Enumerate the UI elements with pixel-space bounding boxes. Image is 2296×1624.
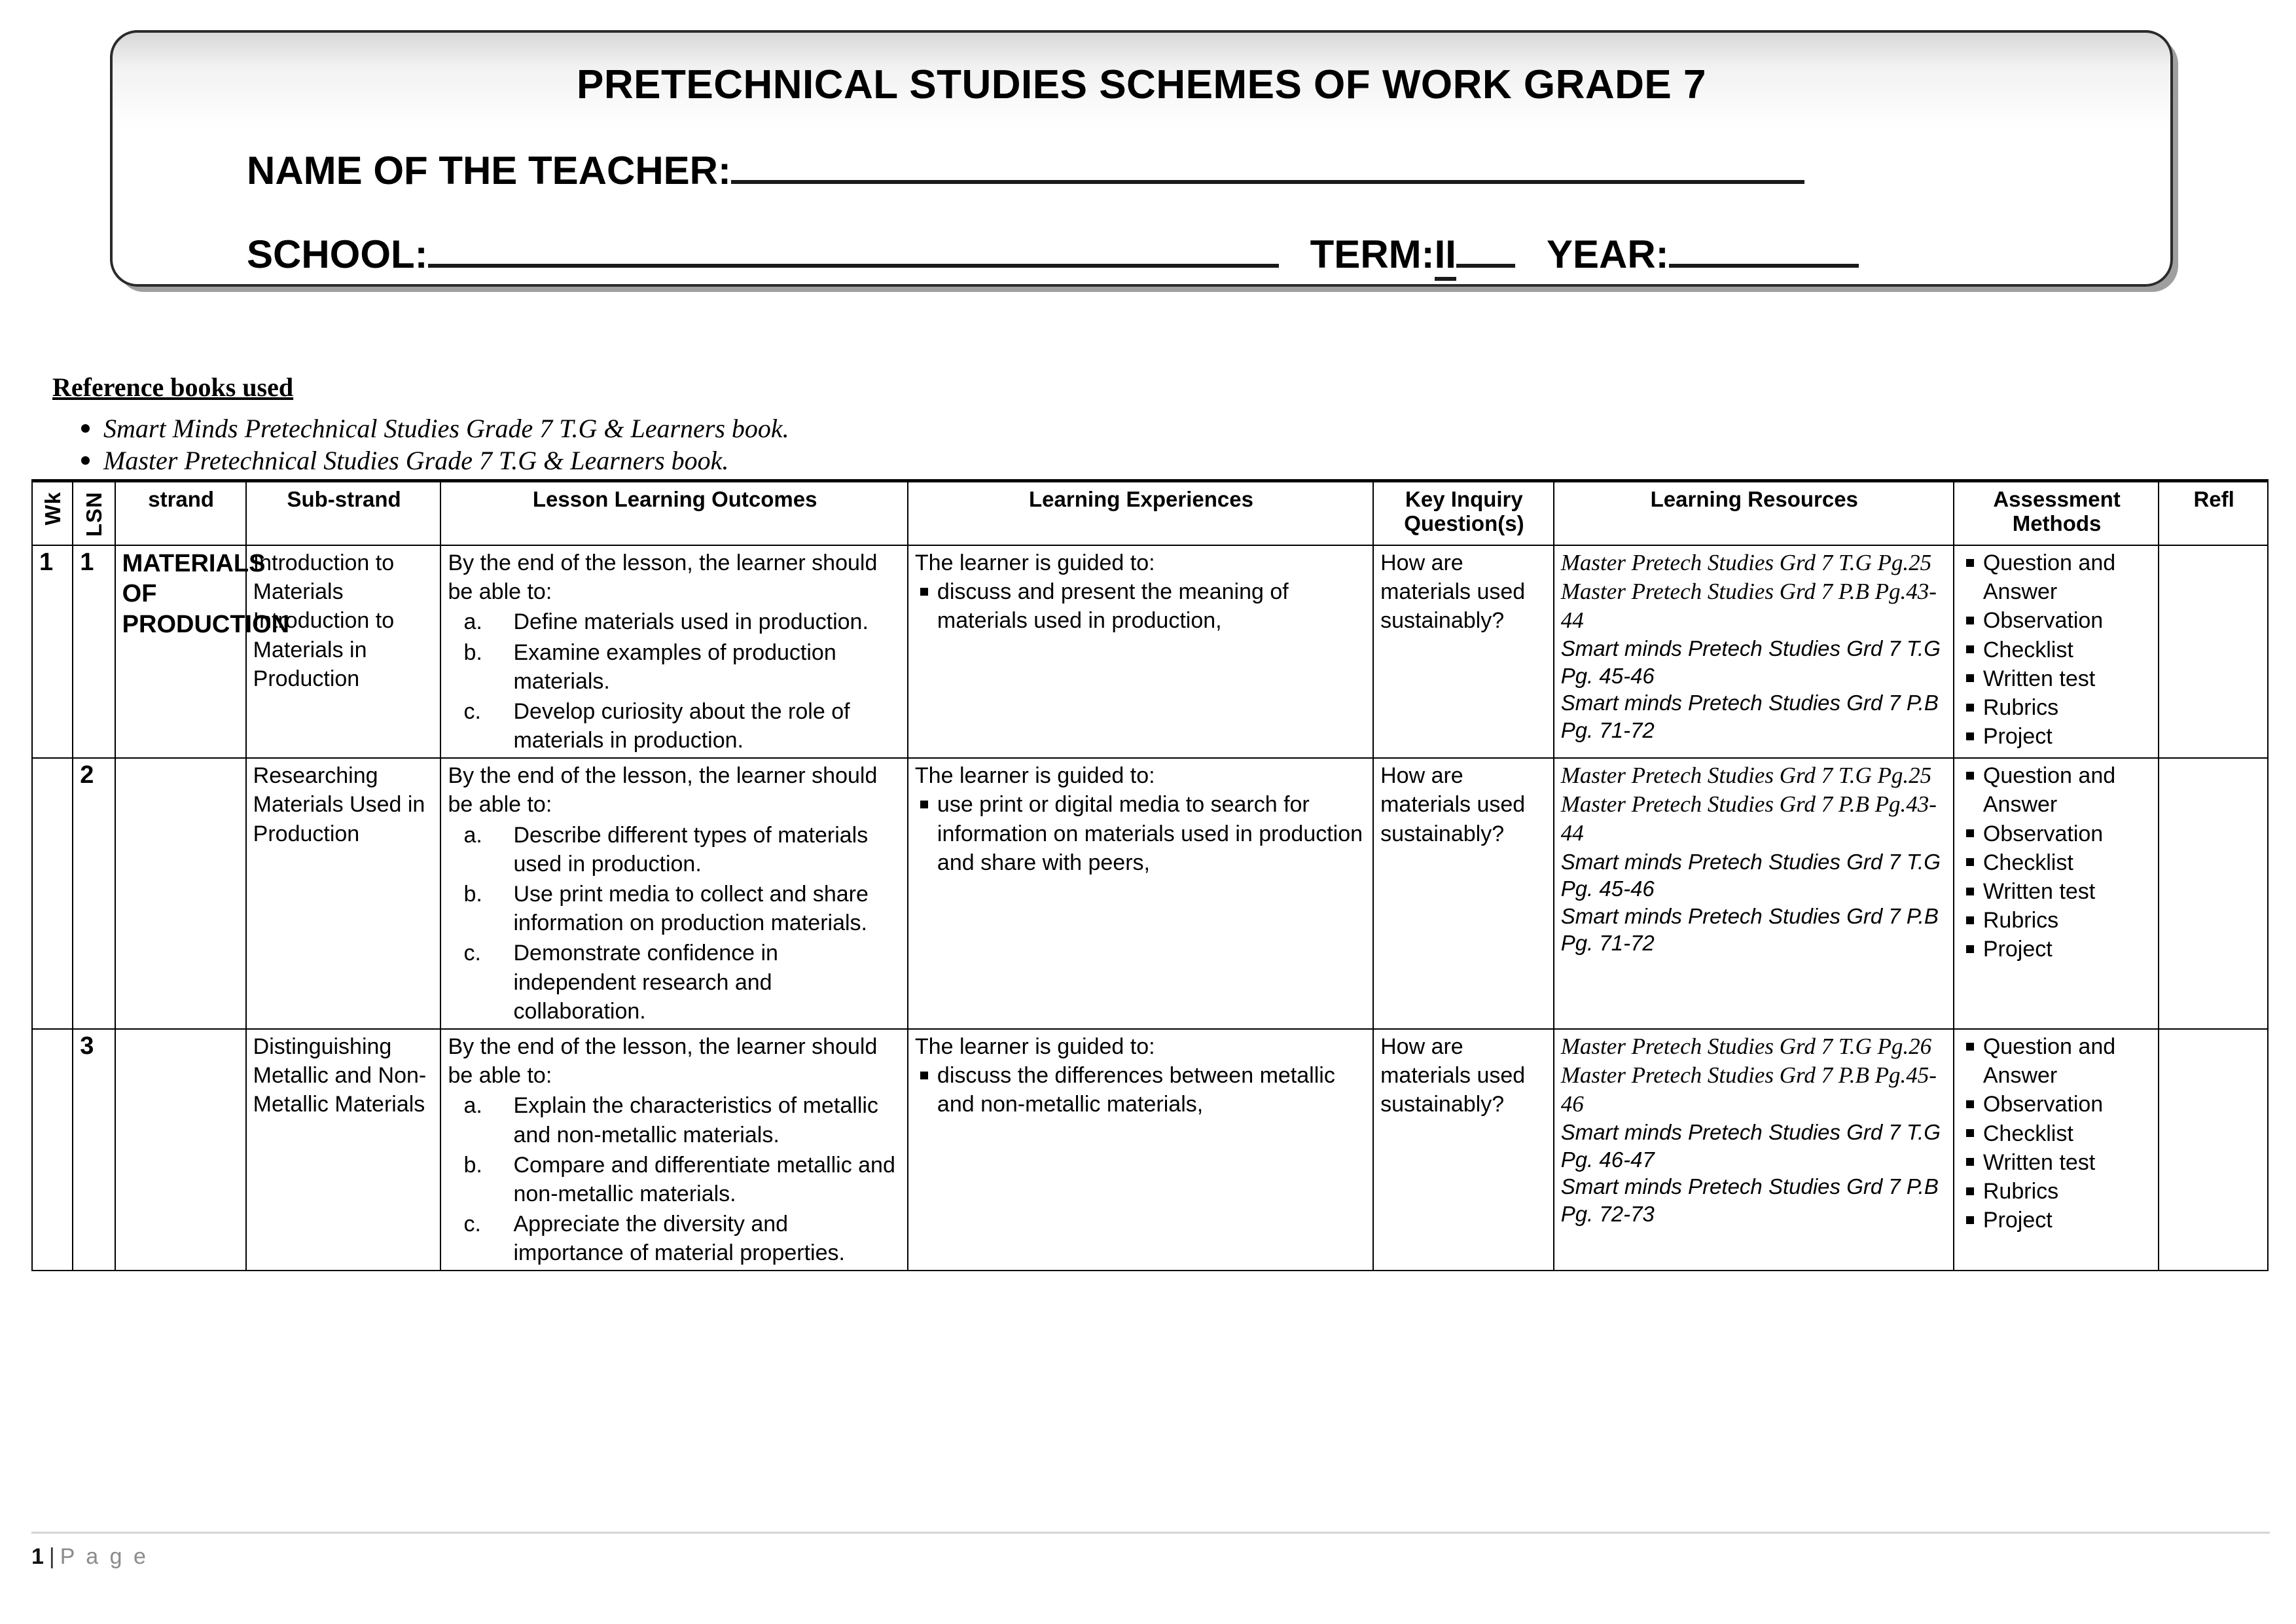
page-title: PRETECHNICAL STUDIES SCHEMES OF WORK GRADE 7 bbox=[576, 62, 1706, 107]
term-value[interactable]: II bbox=[1435, 232, 1456, 281]
square-bullet-icon bbox=[1966, 945, 1974, 953]
list-item: use print or digital media to search for information on materials used in production and share with peers, bbox=[915, 790, 1367, 877]
list-item: Question and Answer bbox=[1961, 1032, 2153, 1090]
bullet-icon bbox=[81, 456, 90, 465]
list-item: Observation bbox=[1961, 820, 2153, 848]
cell-learning-resources bbox=[1554, 758, 1954, 1029]
resource-line: Smart minds Pretech Studies Grd 7 P.B Pg. 72-73 bbox=[1560, 1174, 1939, 1226]
list-item bbox=[52, 445, 1623, 477]
list-item: Rubrics bbox=[1961, 906, 2153, 935]
school-blank[interactable] bbox=[428, 264, 1279, 268]
cell-lesson-learning-outcomes bbox=[440, 545, 907, 758]
square-bullet-icon bbox=[1966, 1158, 1974, 1166]
outcome-label: b. bbox=[463, 1152, 482, 1178]
cell-strand bbox=[115, 1029, 246, 1271]
resource-line: Master Pretech Studies Grd 7 P.B Pg.43-44 bbox=[1560, 579, 1937, 634]
cell-lsn: 2 bbox=[73, 758, 115, 1029]
bullet-icon bbox=[81, 424, 90, 433]
list-item: a. Describe different types of materials used in production. bbox=[448, 821, 901, 878]
square-bullet-icon bbox=[920, 801, 928, 808]
list-item: b. Examine examples of production materials. bbox=[448, 638, 901, 696]
teacher-name-blank[interactable] bbox=[731, 180, 1804, 184]
footer-page-number: 1 bbox=[31, 1544, 44, 1569]
square-bullet-icon bbox=[1966, 829, 1974, 837]
reference-book-text: Smart Minds Pretechnical Studies Grade 7 T.G & Learners book. bbox=[103, 414, 789, 443]
column-header-lesson-learning-outcomes: Lesson Learning Outcomes bbox=[440, 481, 907, 545]
cell-key-inquiry-question: How are materials used sustainably? bbox=[1373, 545, 1554, 758]
table-row bbox=[32, 1029, 2268, 1271]
square-bullet-icon bbox=[920, 588, 928, 596]
cell-assessment-methods bbox=[1954, 758, 2159, 1029]
cell-lesson-learning-outcomes bbox=[440, 758, 907, 1029]
square-bullet-icon bbox=[1966, 1216, 1974, 1224]
teacher-name-label: NAME OF THE TEACHER: bbox=[247, 149, 731, 192]
list-item: a. Define materials used in production. bbox=[448, 607, 901, 636]
square-bullet-icon bbox=[1966, 617, 1974, 624]
resource-line: Master Pretech Studies Grd 7 T.G Pg.25 bbox=[1560, 549, 1932, 575]
list-item: Checklist bbox=[1961, 1119, 2153, 1148]
table-row bbox=[32, 545, 2268, 758]
list-item: Project bbox=[1961, 1206, 2153, 1235]
resource-line: Master Pretech Studies Grd 7 T.G Pg.26 bbox=[1560, 1033, 1932, 1059]
resource-line: Smart minds Pretech Studies Grd 7 T.G Pg. 46-47 bbox=[1560, 1120, 1941, 1172]
cell-learning-experiences bbox=[908, 1029, 1373, 1271]
outcomes-list bbox=[448, 1091, 901, 1267]
table-row bbox=[32, 758, 2268, 1029]
year-label: YEAR: bbox=[1546, 232, 1669, 276]
table-body bbox=[32, 545, 2268, 1271]
cell-week bbox=[32, 758, 73, 1029]
square-bullet-icon bbox=[1966, 772, 1974, 780]
resource-line: Smart minds Pretech Studies Grd 7 P.B Pg. 71-72 bbox=[1560, 691, 1939, 742]
outcome-label: a. bbox=[463, 609, 482, 635]
square-bullet-icon bbox=[1966, 674, 1974, 682]
cell-assessment-methods bbox=[1954, 1029, 2159, 1271]
resource-line: Smart minds Pretech Studies Grd 7 T.G Pg. 45-46 bbox=[1560, 849, 1941, 901]
column-header-learning-resources: Learning Resources bbox=[1554, 481, 1954, 545]
cell-learning-resources bbox=[1554, 1029, 1954, 1271]
cell-learning-experiences bbox=[908, 545, 1373, 758]
reference-books-heading: Reference books used bbox=[52, 372, 294, 402]
term-label: TERM: bbox=[1310, 232, 1435, 276]
title-banner bbox=[110, 30, 2173, 287]
square-bullet-icon bbox=[1966, 559, 1974, 567]
square-bullet-icon bbox=[1966, 888, 1974, 895]
list-item: Observation bbox=[1961, 606, 2153, 635]
cell-strand: MATERIALS OF PRODUCTION bbox=[115, 545, 246, 758]
cell-reflection bbox=[2159, 545, 2268, 758]
square-bullet-icon bbox=[1966, 1043, 1974, 1051]
list-item: discuss and present the meaning of materials used in production, bbox=[915, 577, 1367, 635]
cell-sub-strand: Researching Materials Used in Production bbox=[246, 758, 441, 1029]
list-item: Checklist bbox=[1961, 848, 2153, 877]
outcomes-list bbox=[448, 607, 901, 755]
outcome-label: b. bbox=[463, 882, 482, 907]
cell-learning-experiences bbox=[908, 758, 1373, 1029]
reference-books-list bbox=[52, 413, 1623, 477]
resource-line: Master Pretech Studies Grd 7 P.B Pg.43-44 bbox=[1560, 791, 1937, 846]
cell-reflection bbox=[2159, 758, 2268, 1029]
cell-sub-strand: Distinguishing Metallic and Non-Metallic Materials bbox=[246, 1029, 441, 1271]
footer-page-word: P a g e bbox=[60, 1544, 149, 1569]
outcome-label: b. bbox=[463, 640, 482, 665]
column-header-strand: strand bbox=[115, 481, 246, 545]
cell-key-inquiry-question: How are materials used sustainably? bbox=[1373, 758, 1554, 1029]
page-footer bbox=[31, 1532, 2270, 1570]
square-bullet-icon bbox=[1966, 1187, 1974, 1195]
list-item: c. Appreciate the diversity and importance of material properties. bbox=[448, 1210, 901, 1267]
column-header-lsn: LSN bbox=[73, 481, 115, 545]
reference-book-text: Master Pretechnical Studies Grade 7 T.G & Learners book. bbox=[103, 445, 729, 475]
cell-lesson-learning-outcomes bbox=[440, 1029, 907, 1271]
list-item: b. Compare and differentiate metallic and non-metallic materials. bbox=[448, 1151, 901, 1208]
column-header-sub-strand: Sub-strand bbox=[246, 481, 441, 545]
list-item: discuss the differences between metallic and non-metallic materials, bbox=[915, 1061, 1367, 1119]
list-item: Project bbox=[1961, 935, 2153, 964]
experiences-intro: The learner is guided to: bbox=[914, 763, 1155, 789]
experiences-intro: The learner is guided to: bbox=[914, 1034, 1155, 1059]
list-item: Observation bbox=[1961, 1090, 2153, 1119]
cell-reflection bbox=[2159, 1029, 2268, 1271]
list-item: Question and Answer bbox=[1961, 761, 2153, 819]
cell-week: 1 bbox=[32, 545, 73, 758]
column-header-assessment-methods: Assessment Methods bbox=[1954, 481, 2159, 545]
list-item: Question and Answer bbox=[1961, 549, 2153, 606]
square-bullet-icon bbox=[920, 1072, 928, 1079]
list-item: Rubrics bbox=[1961, 693, 2153, 722]
year-blank[interactable] bbox=[1669, 264, 1859, 268]
list-item: a. Explain the characteristics of metallic and non-metallic materials. bbox=[448, 1091, 901, 1149]
square-bullet-icon bbox=[1966, 704, 1974, 712]
resource-line: Master Pretech Studies Grd 7 T.G Pg.25 bbox=[1560, 763, 1932, 789]
term-blank[interactable] bbox=[1456, 264, 1515, 268]
cell-lsn: 3 bbox=[73, 1029, 115, 1271]
list-item: Written test bbox=[1961, 1148, 2153, 1177]
list-item: c. Develop curiosity about the role of materials in production. bbox=[448, 697, 901, 755]
outcome-label: c. bbox=[463, 1212, 481, 1237]
resource-line: Smart minds Pretech Studies Grd 7 T.G Pg. 45-46 bbox=[1560, 636, 1941, 688]
outcomes-intro: By the end of the lesson, the learner should be able to: bbox=[448, 1034, 878, 1089]
column-header-key-inquiry-questions: Key Inquiry Question(s) bbox=[1373, 481, 1554, 545]
list-item: Rubrics bbox=[1961, 1177, 2153, 1206]
resource-line: Master Pretech Studies Grd 7 P.B Pg.45-46 bbox=[1560, 1062, 1937, 1117]
list-item: Written test bbox=[1961, 877, 2153, 906]
reference-books-section bbox=[52, 372, 1623, 477]
experiences-list bbox=[915, 577, 1367, 635]
square-bullet-icon bbox=[1966, 1129, 1974, 1137]
list-item: b. Use print media to collect and share information on production materials. bbox=[448, 880, 901, 937]
cell-sub-strand: Introduction to Materials Introduction to Materials in Production bbox=[246, 545, 441, 758]
schemes-of-work-table bbox=[31, 479, 2269, 1271]
assessment-list bbox=[1961, 761, 2153, 964]
outcome-label: a. bbox=[463, 822, 482, 848]
column-header-learning-experiences: Learning Experiences bbox=[908, 481, 1373, 545]
column-header-week: Wk bbox=[32, 481, 73, 545]
square-bullet-icon bbox=[1966, 1100, 1974, 1108]
footer-separator: | bbox=[48, 1544, 55, 1569]
list-item: Checklist bbox=[1961, 636, 2153, 664]
list-item bbox=[52, 413, 1623, 445]
cell-learning-resources bbox=[1554, 545, 1954, 758]
cell-strand bbox=[115, 758, 246, 1029]
outcomes-list bbox=[448, 821, 901, 1026]
experiences-list bbox=[915, 1061, 1367, 1119]
square-bullet-icon bbox=[1966, 916, 1974, 924]
square-bullet-icon bbox=[1966, 645, 1974, 653]
outcome-label: a. bbox=[463, 1093, 482, 1119]
outcome-label: c. bbox=[463, 941, 481, 966]
cell-assessment-methods bbox=[1954, 545, 2159, 758]
list-item: c. Demonstrate confidence in independent research and collaboration. bbox=[448, 939, 901, 1026]
experiences-intro: The learner is guided to: bbox=[914, 550, 1155, 575]
cell-lsn: 1 bbox=[73, 545, 115, 758]
school-term-year-row bbox=[247, 232, 1859, 281]
cell-key-inquiry-question: How are materials used sustainably? bbox=[1373, 1029, 1554, 1271]
square-bullet-icon bbox=[1966, 732, 1974, 740]
experiences-list bbox=[915, 790, 1367, 877]
cell-week bbox=[32, 1029, 73, 1271]
table-header-row bbox=[32, 481, 2268, 545]
outcomes-intro: By the end of the lesson, the learner should be able to: bbox=[448, 550, 878, 605]
square-bullet-icon bbox=[1966, 858, 1974, 866]
list-item: Project bbox=[1961, 722, 2153, 751]
assessment-list bbox=[1961, 549, 2153, 751]
assessment-list bbox=[1961, 1032, 2153, 1235]
outcome-label: c. bbox=[463, 698, 481, 724]
teacher-name-field-row bbox=[247, 148, 1804, 193]
column-header-reflection: Refl bbox=[2159, 481, 2268, 545]
outcomes-intro: By the end of the lesson, the learner should be able to: bbox=[448, 763, 878, 818]
list-item: Written test bbox=[1961, 664, 2153, 693]
school-label: SCHOOL: bbox=[247, 232, 428, 276]
resource-line: Smart minds Pretech Studies Grd 7 P.B Pg. 71-72 bbox=[1560, 903, 1939, 956]
